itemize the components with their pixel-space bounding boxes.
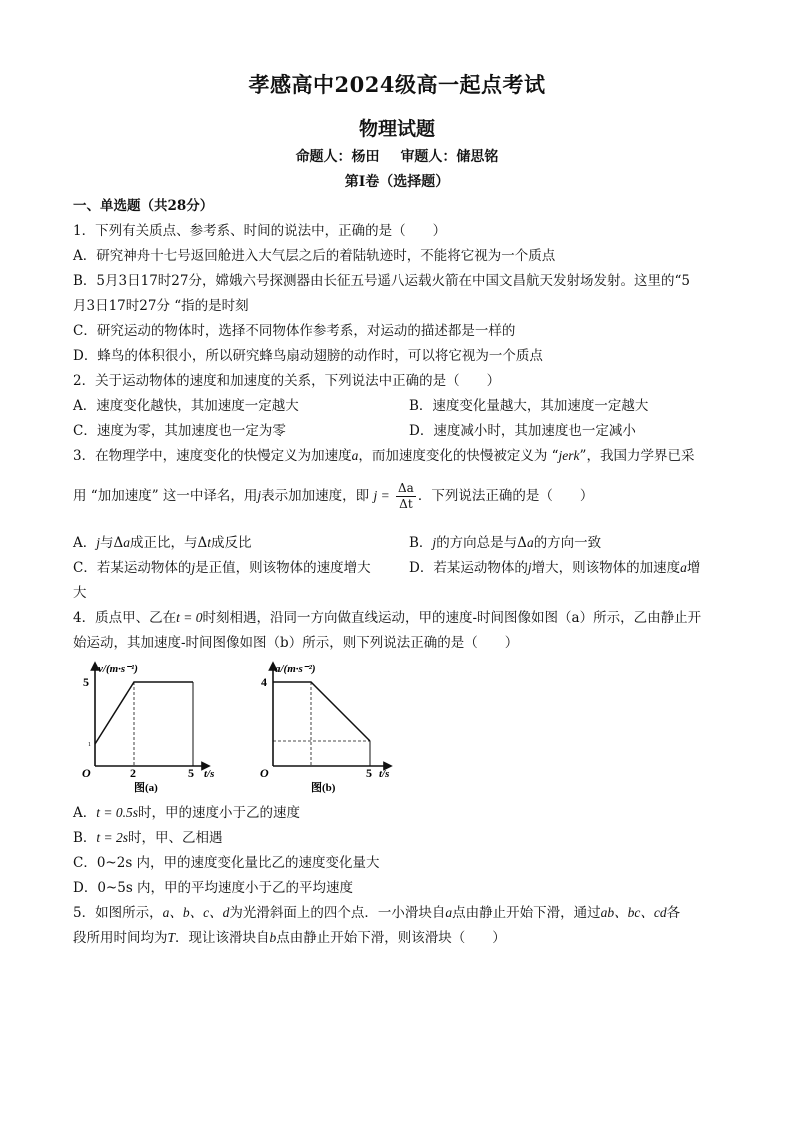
q3-stem-line2: 用 “加加速度” 这一中译名，用j表示加加速度，即 j = $\frac{\Delta a}{\Delta t}$ ．下列说法正确的是（ ）: [73, 481, 594, 511]
q3-option-d: D．若某运动物体的j增大，则该物体的加速度a增: [409, 560, 701, 576]
fig-a-ylabel: v/(m·s⁻¹): [98, 663, 138, 675]
figure-a-vt-graph: [78, 660, 228, 795]
q3-option-c: C．若某运动物体的j是正值，则该物体的速度增大: [73, 560, 371, 576]
q3-option-b: B．j的方向总是与Δa的方向一致: [409, 535, 602, 551]
fig-a-origin: O: [82, 766, 91, 780]
fig-b-origin: O: [260, 766, 269, 780]
q5-stem-line1: 5．如图所示，a、b、c、d为光滑斜面上的四个点．一小滑块自a点由静止开始下滑，通过ab、bc、cd各: [73, 905, 681, 921]
figure-b-at-graph: [255, 660, 405, 795]
q4-option-b: B．t = 2s时，甲、乙相遇: [73, 830, 223, 846]
q1-option-d: D．蜂鸟的体积很小，所以研究蜂鸟扇动翅膀的动作时，可以将它视为一个质点: [73, 348, 543, 364]
q1-option-b-line1: B．5月3日17时27分，嫦娥六号探测器由长征五号遥八运载火箭在中国文昌航天发射场发射。这里的“5: [73, 273, 690, 289]
exam-authors: [0, 146, 794, 166]
q4-stem-line2: 始运动，其加速度-时间图像如图（b）所示，则下列说法正确的是（ ）: [73, 635, 519, 651]
fig-b-ytick-4: 4: [261, 675, 267, 689]
jerk-equation: j =: [373, 488, 390, 503]
q1-option-a: A．研究神舟十七号返回舱进入大气层之后的着陆轨迹时，不能将它视为一个质点: [73, 248, 556, 264]
q2-option-a: A．速度变化越快，其加速度一定越大: [73, 398, 299, 414]
q4-option-d: D．0~5s 内，甲的平均速度小于乙的平均速度: [73, 880, 354, 896]
fig-a-xtick-5: 5: [188, 766, 194, 780]
q2-stem: 2．关于运动物体的速度和加速度的关系，下列说法中正确的是（ ）: [73, 373, 501, 389]
q2-option-b: B．速度变化量越大，其加速度一定越大: [409, 398, 649, 414]
fig-a-ytick-5: 5: [83, 675, 89, 689]
reviewer: 审题人：储思铭: [400, 149, 499, 165]
q2-option-d: D．速度减小时，其加速度也一定减小: [409, 423, 636, 439]
section-title: 一、单选题（共28分）: [73, 198, 214, 214]
q2-option-c: C．速度为零，其加速度也一定为零: [73, 423, 286, 439]
jerk-fraction: $\frac{\Delta a}{\Delta t}$: [398, 481, 414, 511]
fig-b-xtick-5: 5: [366, 766, 372, 780]
setter: 命题人：杨田: [295, 149, 380, 165]
q3-option-a: A．j与Δa成正比，与Δt成反比: [73, 535, 252, 551]
q4-stem-line1: 4．质点甲、乙在t = 0时刻相遇，沿同一方向做直线运动，甲的速度-时间图像如图（a）所示，乙由静止开: [73, 610, 702, 626]
fig-a-xtick-2: 2: [130, 766, 136, 780]
fig-b-ylabel: a/(m·s⁻²): [275, 663, 316, 675]
fig-a-xlabel: t/s: [204, 768, 215, 780]
q3-option-d-wrap: 大: [73, 585, 87, 601]
q3-stem-line1: 3．在物理学中，速度变化的快慢定义为加速度a，而加速度变化的快慢被定义为 “jerk”，我国力学界已采: [73, 448, 695, 464]
q4-option-c: C．0~2s 内，甲的速度变化量比乙的速度变化量大: [73, 855, 380, 871]
volume-title: 第Ⅰ卷（选择题）: [344, 174, 450, 190]
fig-a-ytick-small: 1: [88, 742, 91, 748]
fig-b-xlabel: t/s: [379, 768, 390, 780]
fig-a-velocity-line: [95, 682, 193, 744]
q1-option-c: C．研究运动的物体时，选择不同物体作参考系，对运动的描述都是一样的: [73, 323, 516, 339]
fig-b-acceleration-line: [273, 682, 370, 741]
fig-a-caption: 图(a): [134, 782, 158, 794]
q4-option-a: A．t = 0.5s时，甲的速度小于乙的速度: [73, 805, 300, 821]
q1-stem: 1．下列有关质点、参考系、时间的说法中，正确的是（ ）: [73, 223, 447, 239]
exam-subtitle: 物理试题: [358, 118, 435, 140]
exam-title: 孝感高中2024级高一起点考试: [248, 72, 546, 97]
fig-b-caption: 图(b): [311, 782, 336, 794]
q5-stem-line2: 段所用时间均为T．现让该滑块自b点由静止开始下滑，则该滑块（ ）: [73, 930, 506, 946]
q1-option-b-line2: 月3日17时27分 “指的是时刻: [73, 298, 249, 314]
